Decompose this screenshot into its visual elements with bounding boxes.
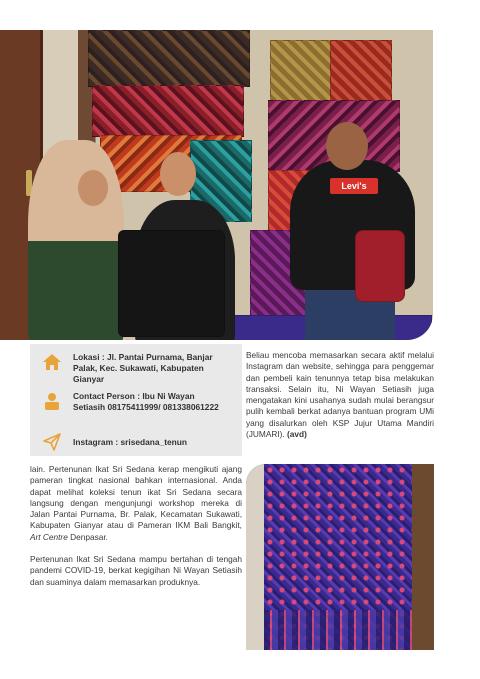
person-icon [42,391,62,411]
shirt-logo-text: Levi's [341,181,367,191]
textile-hanging [330,40,392,102]
contact-info-box [30,344,242,456]
home-icon [42,352,62,372]
contact-text: Contact Person : Ibu Ni Wayan Setiasih 08175411999/ 081338061222 [73,391,219,412]
instagram-row [42,432,187,452]
left-paragraph-1-main: lain. Pertenunan Ikat Sri Sedana kerap mengikuti ajang pameran tingkat nasional bahkan internasional. Anda dapat melihat koleksi tenun ikat Sri Sedana secara langsung dengan mengunjungi workshop mereka di Jalan Pantai Purnama, Br. Palak, Kecamatan Sukawati, Kabupaten Gianyar atau di Pameran IKM Bali Bangkit, [30,464,242,531]
art-centre-italic: Art Centre [30,531,68,542]
left-paragraph-1 [30,464,242,543]
woman-hijab-face [78,170,108,206]
textile-hanging [270,40,332,102]
wall-background [246,464,264,650]
left-paragraph-1-end: Denpasar. [70,531,108,542]
woman-hijab [28,140,124,340]
right-paragraph: Beliau mencoba memasarkan secara aktif melalui Instagram dan website, sehingga para penggemar dan pembeli kain tenunnya tetap bisa melakukan transaksi. Selain itu, Ni Wayan Setiasih juga mengatakan kini usahanya sudah mulai berangsur pulih kembali berkat adanya bantuan program UMi yang disalurkan oleh KSP Jujur Utama Mandiri (JUMARI). [246,350,434,440]
woman-center-face [160,152,196,196]
textile-hanging [88,30,250,87]
right-column-text [246,350,434,440]
author-signature: (avd) [287,429,307,440]
top-photo [0,30,433,340]
man-right-face [326,122,368,170]
textile-border [264,610,412,650]
man-right-shirt-logo [330,178,378,194]
location-text: Lokasi : Jl. Pantai Purnama, Banjar Palak, Kec. Sukawati, Kabupaten Gianyar [73,352,213,384]
location-row [42,352,223,385]
red-sling-bag [355,230,405,302]
left-paragraph-2: Pertenunan Ikat Sri Sedana mampu bertahan di tengah pandemi COVID-19, berkat kegigihan Ni Wayan Setiasih dan suaminya dalam memasarkan produknya. [30,554,242,587]
send-icon [42,432,62,452]
bottom-photo-textile [246,464,434,650]
wooden-frame [412,464,434,650]
instagram-text: Instagram : srisedana_tenun [73,437,188,447]
textile-hanging [92,85,244,137]
black-tote-bag [118,230,225,337]
contact-row [42,391,223,413]
left-column-text [30,464,242,588]
